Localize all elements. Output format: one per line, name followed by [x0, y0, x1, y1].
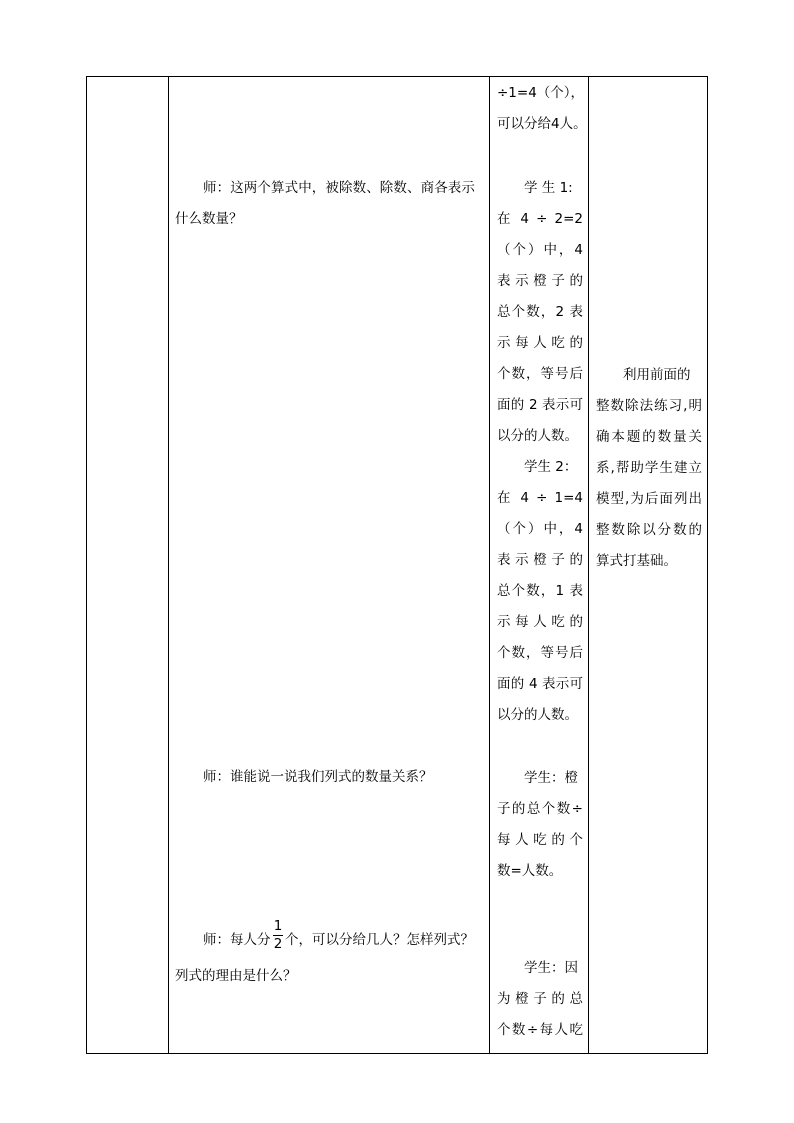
design-intent-line: 确本题的数量关 [596, 429, 702, 445]
student-line: 个数÷每人吃 [497, 1022, 583, 1038]
student-answer-1 [497, 178, 583, 457]
student-line: 学 生 1: [524, 180, 573, 196]
student-line: 面的 4 表示可 [497, 676, 583, 692]
student-line: 示 每 人 吃 的 [497, 335, 583, 351]
student-line: 在 4 ÷ 2=2 [497, 211, 583, 227]
student-line: 示 每 人 吃 的 [497, 614, 583, 630]
student-line: 面的 2 表示可 [497, 397, 583, 413]
student-line: 每 人 吃 的 个 [497, 832, 583, 848]
design-intent-line: 整数除法练习,明 [596, 398, 702, 414]
teacher-question-3-after: 个，可以分给几人？怎样列式？ [285, 932, 474, 948]
student-line: 数=人数。 [497, 863, 563, 879]
teacher-question-1-line-2: 什么数量？ [175, 211, 243, 227]
student-line: ÷1=4（个）， [497, 85, 585, 101]
student-line: 个数，等号后 [497, 645, 583, 661]
teacher-question-3-before: 师：每人分 [203, 932, 271, 948]
student-answer-3 [497, 768, 583, 892]
student-line: 以分的人数。 [497, 707, 578, 723]
student-line: 学生 2： [524, 459, 578, 475]
student-line: 以分的人数。 [497, 428, 578, 444]
table-column-divider-1 [168, 76, 169, 1054]
table-border-left [86, 76, 87, 1054]
fraction-denominator: 2 [273, 936, 283, 952]
teacher-question-3-line-2: 列式的理由是什么？ [175, 968, 297, 984]
student-line: 子的总个数÷ [497, 801, 583, 817]
student-line: 表 示 橙 子 的 [497, 552, 583, 568]
student-answer-top [497, 83, 587, 145]
teacher-question-2: 师：谁能说一说我们列式的数量关系？ [203, 769, 433, 785]
student-line: （个）中，4 [497, 242, 583, 258]
design-intent-line: 系,帮助学生建立 [596, 460, 702, 476]
fraction-numerator: 1 [273, 918, 283, 934]
table-border-top [86, 76, 708, 77]
table-column-divider-2 [489, 76, 490, 1054]
table-border-right [707, 76, 708, 1054]
design-intent-line: 利用前面的 [623, 367, 691, 383]
design-intent-line: 算式打基础。 [596, 553, 677, 569]
student-line: 总个数，2 表 [497, 304, 583, 320]
table-column-divider-3 [588, 76, 589, 1054]
student-line: 总个数，1 表 [497, 583, 583, 599]
student-line: 学生：橙 [524, 770, 578, 786]
design-intent-line: 整数除以分数的 [596, 522, 702, 538]
teacher-question-1-line-1: 师：这两个算式中，被除数、除数、商各表示 [203, 180, 475, 196]
table-border-bottom [86, 1053, 708, 1054]
design-intent-line: 模型,为后面列出 [596, 491, 702, 507]
design-intent [596, 365, 702, 582]
student-line: 表 示 橙 子 的 [497, 273, 583, 289]
student-line: （个）中，4 [497, 521, 583, 537]
student-answer-4 [497, 958, 583, 1051]
fraction-one-half [272, 918, 284, 954]
student-line: 为 橙 子 的 总 [497, 991, 583, 1007]
student-line: 在 4 ÷ 1=4 [497, 490, 583, 506]
student-line: 可以分给4人。 [497, 116, 587, 132]
student-answer-2 [497, 457, 583, 736]
student-line: 学生：因 [524, 960, 578, 976]
student-line: 个数，等号后 [497, 366, 583, 382]
